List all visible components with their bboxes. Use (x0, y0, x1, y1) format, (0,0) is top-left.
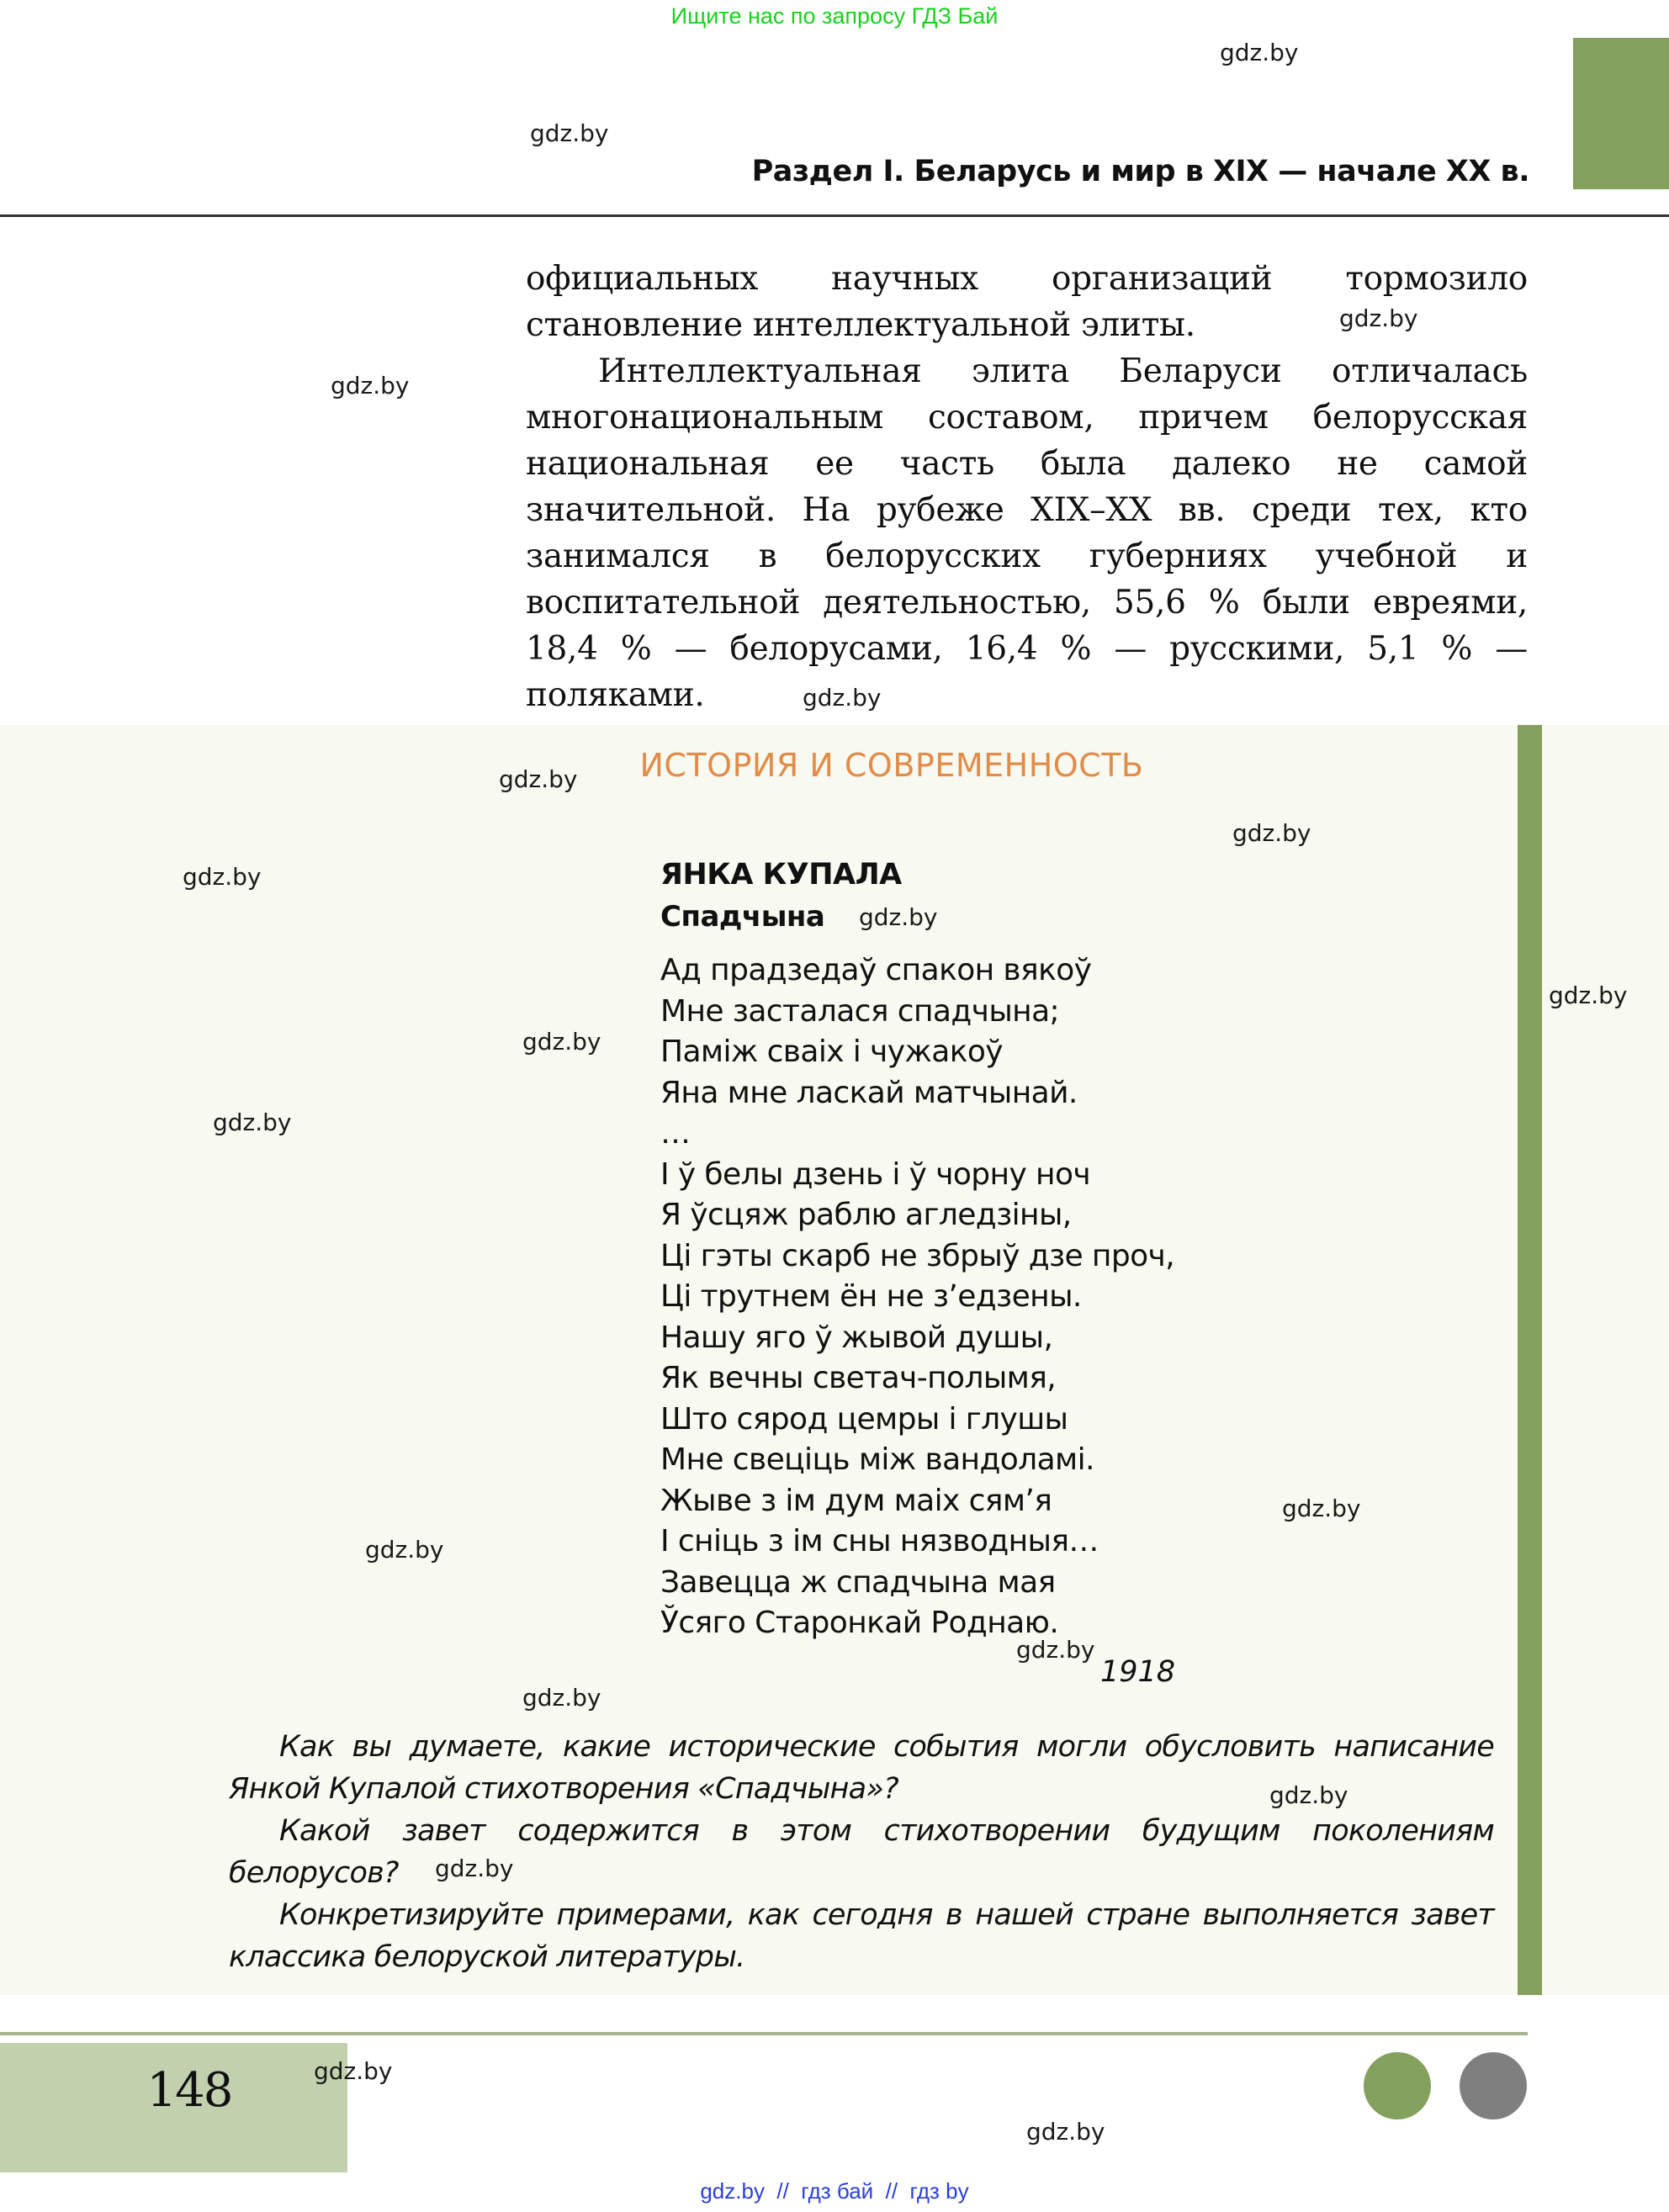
poem-line: Мне засталася спадчына; (660, 993, 1060, 1029)
watermark: gdz.by (522, 1684, 601, 1712)
chapter-color-tab (1573, 38, 1669, 189)
poem-line: Ўсяго Старонкай Роднаю. (660, 1606, 1059, 1640)
watermark: gdz.by (314, 2057, 393, 2085)
watermark: gdz.by (1549, 982, 1628, 1009)
poem-line: Што сярод цемры і глушы (660, 1401, 1068, 1437)
poem-line: Мне свеціць між вандоламі. (660, 1442, 1094, 1477)
history-box-accent-bar (1518, 725, 1542, 1995)
poem-line: Ці трутнем ён не з’едзены. (660, 1279, 1082, 1314)
poem-line: Нашу яго ў жывой душы, (660, 1320, 1053, 1355)
question: Как вы думаете, какие исторические события могли обусловить написание Янкой Купалой стихотворения «Спадчына»? (229, 1730, 1494, 1806)
gray-circle-icon (1460, 2052, 1527, 2119)
search-banner: Ищите нас по запросу ГДЗ Бай (670, 3, 999, 29)
poem-line: Як вечны светач-полымя, (660, 1361, 1057, 1395)
footer-divider (0, 2032, 1528, 2035)
watermark: gdz.by (183, 863, 262, 891)
history-box-title: ИСТОРИЯ И СОВРЕМЕННОСТЬ (639, 747, 1144, 784)
watermark: gdz.by (365, 1536, 444, 1564)
watermark: gdz.by (1016, 1636, 1095, 1664)
poem-line: Ад прадзедаў спакон вякоў (660, 953, 1092, 987)
watermark: gdz.by (859, 903, 938, 931)
watermark: gdz.by (1269, 1781, 1348, 1809)
header-divider (0, 214, 1669, 217)
watermark: gdz.by (1026, 2118, 1105, 2146)
watermark: gdz.by (1220, 39, 1299, 66)
watermark: gdz.by (522, 1028, 601, 1056)
page-number: 148 (146, 2063, 232, 2118)
question: Какой завет содержится в этом стихотворении будущим поколениям белорусов? (229, 1814, 1494, 1890)
watermark: gdz.by (803, 684, 882, 712)
watermark: gdz.by (1339, 304, 1418, 332)
watermark: gdz.by (530, 119, 609, 147)
poem-line: І ў белы дзень і ў чорну ноч (660, 1156, 1091, 1192)
watermark: gdz.by (1282, 1495, 1361, 1522)
discussion-questions (229, 1726, 1494, 1978)
footer-links[interactable]: gdz.by // гдз бай // гдз by (700, 2178, 969, 2204)
body-paragraph: официальных научных организаций тормозило становление интеллектуальной элиты. (526, 260, 1528, 344)
watermark: gdz.by (1232, 819, 1311, 847)
poem-year: 1918 (1100, 1655, 1176, 1689)
poem-line: Я ўсцяж раблю агледзіны, (660, 1198, 1072, 1232)
poem-text (660, 950, 1174, 1644)
poem-title: Спадчына (660, 900, 825, 934)
poem-line: І сніць з ім сны нязводныя… (660, 1524, 1099, 1558)
poem-line: Ці гэты скарб не збрыў дзе проч, (660, 1238, 1175, 1273)
running-head: Раздел I. Беларусь и мир в XIX — начале XX в. (751, 155, 1529, 188)
watermark: gdz.by (499, 765, 578, 793)
green-circle-icon (1364, 2052, 1431, 2119)
poem-line: Жыве з ім дум маіх сям’я (660, 1483, 1052, 1518)
body-paragraph: Интеллектуальная элита Беларуси отличалась многонациональным составом, причем белорусская национальная ее часть была далеко не самой значительной. На рубеже XIX–XX вв. среди тех, кто занимался в белорусских губерниях учебной и воспитательной деятельностью, 55,6 % были евреями, 18,4 % — белорусами, 16,4 % — русскими, 5,1 % — поляками. (526, 352, 1528, 714)
watermark: gdz.by (331, 372, 410, 400)
watermark: gdz.by (435, 1855, 514, 1882)
poem-line: Завецца ж спадчына мая (660, 1564, 1056, 1600)
question: Конкретизируйте примерами, как сегодня в нашей стране выполняется завет классика белоруской литературы. (229, 1898, 1494, 1974)
watermark: gdz.by (213, 1109, 292, 1136)
poem-line: Яна мне ласкай матчынай. (660, 1075, 1078, 1110)
poem-line: Паміж сваіх і чужакоў (660, 1035, 1003, 1069)
poem-author: ЯНКА КУПАЛА (660, 858, 902, 892)
poem-line: … (660, 1116, 691, 1151)
